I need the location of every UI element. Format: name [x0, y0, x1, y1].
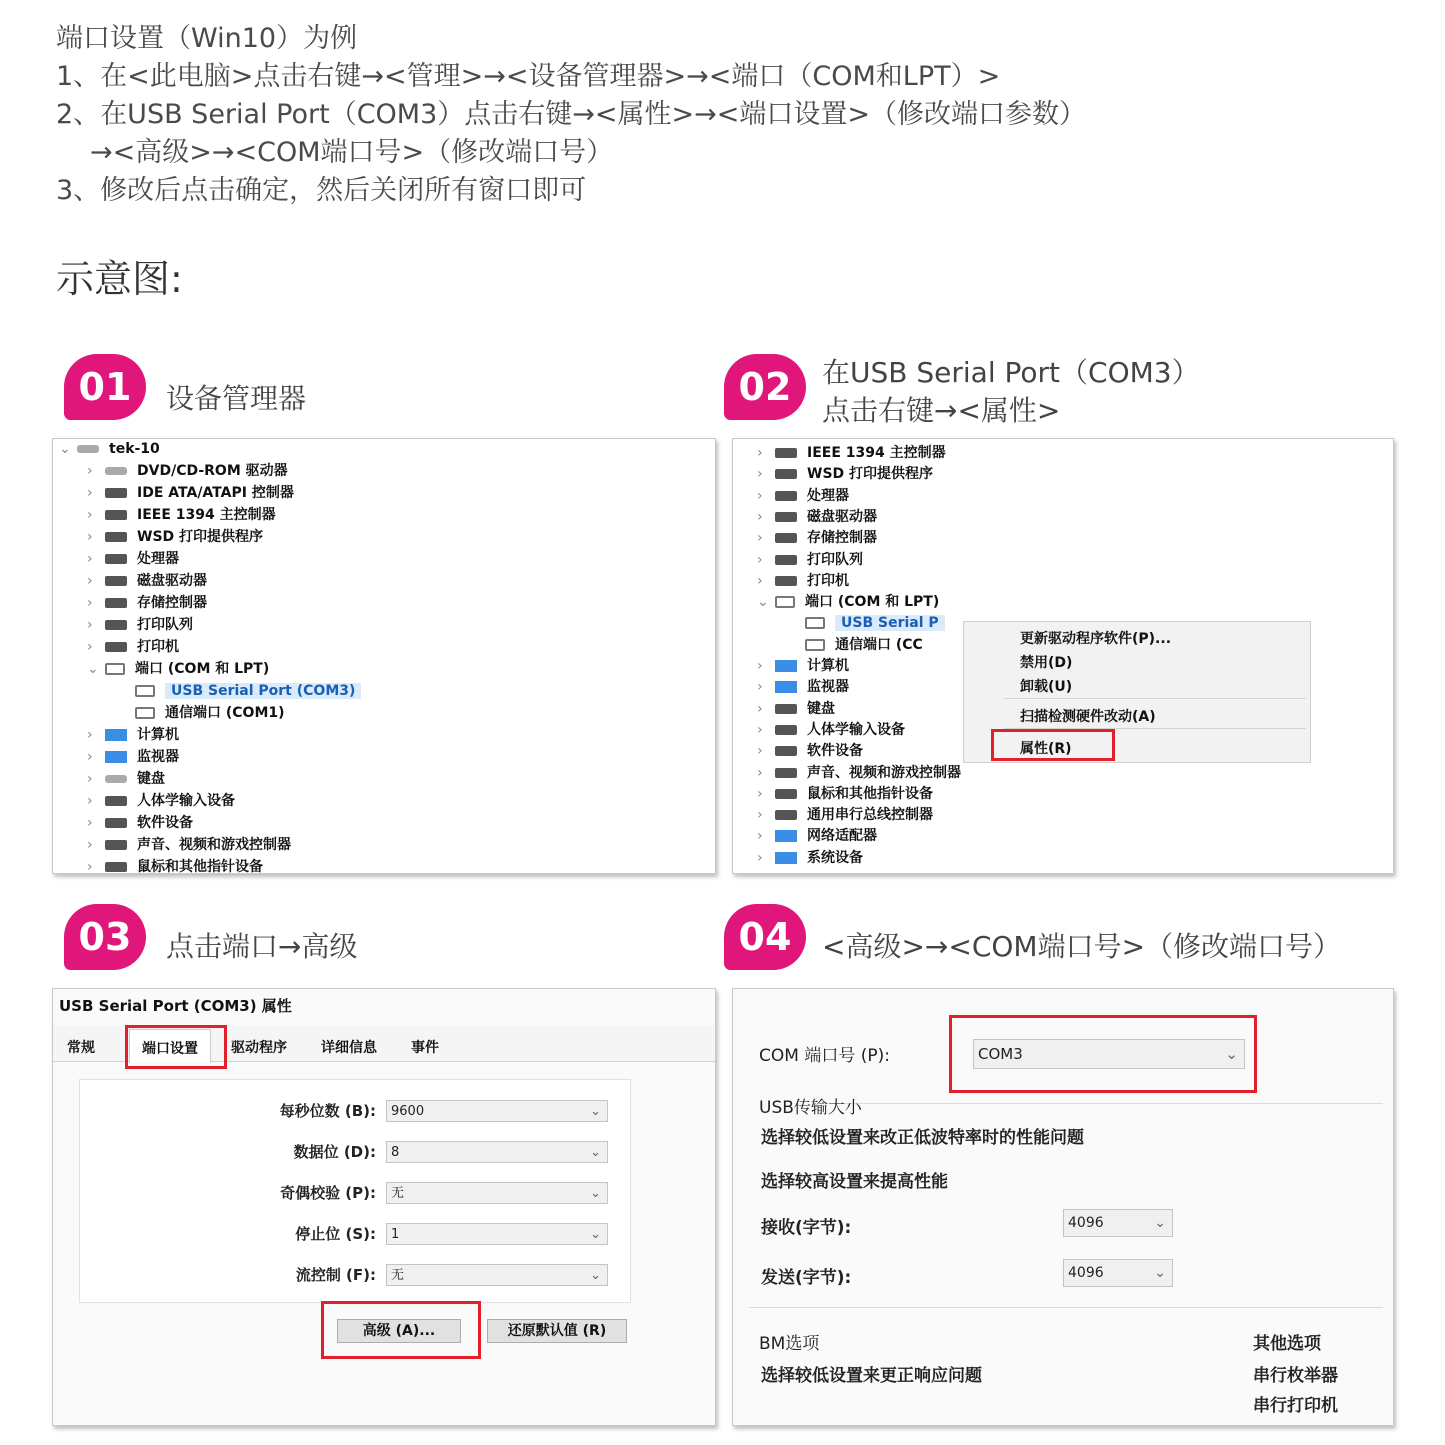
chevron-right-icon: › [757, 572, 763, 589]
tree-item[interactable] [757, 550, 863, 570]
device-icon [775, 852, 797, 864]
intro-line-5: 3、修改后点击确定，然后关闭所有窗口即可 [56, 175, 587, 206]
com-port-label: COM 端口号 (P): [759, 1046, 890, 1066]
menu-uninstall[interactable]: 卸载(U) [1020, 679, 1073, 695]
tree-item[interactable] [87, 857, 263, 874]
step-3-title: 点击端口→高级 [166, 930, 358, 963]
tree-item-label: 计算机 [137, 727, 179, 743]
chevron-down-icon: ⌄ [590, 1145, 601, 1160]
tree-item[interactable] [787, 635, 923, 655]
tree-item-label: 系统设备 [807, 849, 863, 866]
tree-item[interactable] [757, 741, 863, 761]
monitor-icon [105, 751, 127, 763]
tree-item[interactable] [117, 703, 285, 723]
chevron-right-icon: › [87, 859, 93, 874]
chevron-right-icon: › [87, 749, 93, 765]
sound-icon [105, 840, 127, 850]
tab-general[interactable]: 常规 [67, 1040, 95, 1056]
diagram-title: 示意图: [56, 257, 183, 301]
com-port-highlight [949, 1015, 1257, 1093]
device-icon [775, 576, 797, 586]
device-icon [775, 830, 797, 842]
tree-item[interactable] [87, 637, 179, 657]
tree-item-label: WSD 打印提供程序 [137, 529, 264, 545]
tree-item-label: 人体学输入设备 [137, 793, 235, 809]
flow-label: 流控制 (F): [295, 1266, 376, 1284]
device-icon [775, 681, 797, 693]
field-row-baud [80, 1100, 376, 1122]
step-4-title: <高级>→<COM端口号>（修改端口号） [822, 930, 1342, 963]
chevron-right-icon: › [757, 764, 763, 781]
step-3-badge: 03 [64, 904, 146, 970]
databits-label: 数据位 (D): [293, 1143, 376, 1161]
serial-printer-option[interactable]: 串行打印机 [1253, 1396, 1338, 1416]
tab-port-settings[interactable]: 端口设置 [129, 1029, 211, 1063]
step-1-title: 设备管理器 [166, 382, 307, 415]
tree-item-label: 存储控制器 [807, 530, 877, 547]
tree-item-label: 声音、视频和游戏控制器 [137, 837, 291, 853]
port-icon [135, 707, 155, 719]
cpu-icon [105, 554, 127, 564]
tree-item[interactable] [757, 720, 905, 740]
device-icon [775, 596, 795, 608]
field-row-stopbits [80, 1223, 376, 1245]
tree-item-label: 鼠标和其他指针设备 [807, 785, 933, 802]
intro-line-4: →<高级>→<COM端口号>（修改端口号） [90, 137, 614, 168]
tree-item-label: 通信端口 (COM1) [165, 705, 285, 721]
tree-item[interactable] [87, 791, 235, 811]
send-value: 4096 [1068, 1265, 1104, 1281]
step-2-title-1: 在USB Serial Port（COM3） [822, 356, 1200, 389]
chevron-right-icon: › [87, 639, 93, 655]
tree-item[interactable] [757, 486, 849, 506]
tree-item[interactable] [757, 592, 939, 612]
tree-root[interactable] [59, 439, 160, 459]
tree-item-label: 打印机 [137, 639, 179, 655]
chevron-right-icon: › [87, 815, 93, 831]
flow-value: 无 [391, 1268, 405, 1283]
tree-item[interactable] [87, 725, 179, 745]
menu-update-driver[interactable]: 更新驱动程序软件(P)... [1020, 631, 1172, 647]
tree-item-label: 磁盘驱动器 [137, 573, 207, 589]
chevron-right-icon: › [87, 793, 93, 809]
databits-value: 8 [391, 1145, 400, 1160]
tree-item-label: 声音、视频和游戏控制器 [807, 764, 961, 781]
chevron-right-icon: › [757, 658, 763, 674]
step-1-badge: 01 [64, 354, 146, 420]
tree-item[interactable] [757, 507, 877, 527]
device-icon [775, 789, 797, 799]
advanced-button[interactable]: 高级 (A)... [337, 1319, 461, 1343]
chevron-right-icon: › [87, 771, 93, 787]
device-icon [775, 725, 797, 735]
step-4-badge: 04 [724, 904, 806, 970]
device-icon [775, 448, 797, 458]
menu-disable[interactable]: 禁用(D) [1020, 655, 1073, 671]
chevron-right-icon: › [757, 785, 763, 802]
usb-description-1: 选择较低设置来改正低波特率时的性能问题 [761, 1128, 1084, 1148]
field-row-databits [80, 1141, 376, 1163]
serial-enumerator-option[interactable]: 串行枚举器 [1253, 1366, 1338, 1386]
device-icon [775, 533, 797, 543]
tree-item-label: 打印队列 [807, 551, 863, 568]
chevron-right-icon: › [87, 595, 93, 611]
chevron-right-icon: › [87, 573, 93, 589]
computer-icon [77, 445, 99, 453]
intro-line-3: 2、在USB Serial Port（COM3）点击右键→<属性>→<端口设置>（修改端口参数） [56, 99, 1087, 130]
tree-item[interactable] [757, 677, 849, 697]
baud-value: 9600 [391, 1104, 425, 1119]
chevron-right-icon: › [757, 466, 763, 483]
device-icon [805, 639, 825, 651]
tree-item[interactable] [757, 763, 961, 783]
chevron-right-icon: › [87, 727, 93, 743]
com-port-value: COM3 [978, 1045, 1023, 1063]
parity-label: 奇偶校验 (P): [280, 1184, 376, 1202]
bm-section-title: BM选项 [759, 1334, 820, 1354]
chevron-right-icon: › [87, 463, 93, 479]
tree-item-label: 网络适配器 [807, 828, 877, 845]
disk-icon [105, 576, 127, 586]
tree-item-label: 通信端口 (CC [835, 636, 923, 653]
tree-item-label: 磁盘驱动器 [807, 508, 877, 525]
chevron-right-icon: › [757, 849, 763, 866]
section-divider [749, 1307, 1383, 1308]
chevron-right-icon: › [757, 721, 763, 738]
tree-item-label: 软件设备 [807, 743, 863, 760]
chevron-right-icon: › [757, 487, 763, 504]
send-label: 发送(字节): [761, 1268, 852, 1288]
tree-item[interactable] [87, 549, 179, 569]
chevron-right-icon: › [757, 551, 763, 568]
chevron-right-icon: › [87, 485, 93, 501]
chevron-right-icon: › [757, 700, 763, 717]
device-icon [775, 555, 797, 565]
menu-properties[interactable]: 属性(R) [1020, 741, 1072, 757]
tree-item[interactable] [87, 527, 263, 547]
tree-item[interactable] [87, 659, 269, 679]
tree-item[interactable] [757, 848, 863, 868]
chevron-right-icon: › [757, 508, 763, 525]
tree-item-label: 键盘 [137, 771, 165, 787]
usb-section-title: USB传输大小 [759, 1098, 862, 1118]
tree-item-label: WSD 打印提供程序 [807, 466, 934, 483]
device-icon [775, 810, 797, 820]
printer-icon [105, 642, 127, 652]
tree-item-label: 端口 (COM 和 LPT) [135, 661, 270, 677]
firewire-icon [105, 510, 127, 520]
tree-item-label: USB Serial P [835, 615, 945, 631]
device-icon [775, 491, 797, 501]
tree-item-label: 监视器 [807, 679, 849, 696]
tab-details[interactable]: 详细信息 [321, 1040, 377, 1056]
tree-item[interactable] [757, 699, 835, 719]
tree-item-label: 端口 (COM 和 LPT) [805, 594, 940, 611]
tree-item-label: 通用串行总线控制器 [807, 807, 933, 824]
tree-item[interactable] [87, 615, 193, 635]
tree-root-label: tek-10 [109, 441, 160, 457]
device-manager-panel [52, 438, 716, 874]
tree-item[interactable] [87, 505, 276, 525]
device-icon [805, 617, 825, 629]
step-2-title-2: 点击右键→<属性> [822, 394, 1061, 427]
other-section-title: 其他选项 [1253, 1334, 1321, 1354]
receive-value: 4096 [1068, 1215, 1104, 1231]
tree-item[interactable] [757, 443, 946, 463]
parity-select[interactable] [386, 1182, 608, 1204]
chevron-down-icon: ⌄ [590, 1186, 601, 1201]
chevron-right-icon: › [757, 445, 763, 461]
tree-item[interactable] [757, 805, 933, 825]
device-icon [775, 660, 797, 672]
tree-item[interactable] [87, 769, 165, 789]
tree-item-label: 处理器 [807, 487, 849, 504]
tree-item-label: 打印机 [807, 572, 849, 589]
chevron-right-icon: › [87, 551, 93, 567]
chevron-down-icon: ⌄ [590, 1268, 601, 1283]
send-select[interactable] [1063, 1259, 1173, 1287]
port-settings-form [79, 1079, 631, 1303]
port-icon [135, 685, 155, 697]
tree-item-label: 软件设备 [137, 815, 193, 831]
tree-item[interactable] [757, 826, 877, 846]
tree-item[interactable] [87, 593, 207, 613]
keyboard-icon [105, 775, 127, 783]
disc-icon [105, 467, 127, 475]
tree-item-label: 键盘 [807, 700, 835, 717]
chevron-right-icon: › [757, 679, 763, 696]
port-icon [105, 663, 125, 675]
intro-line-1: 端口设置（Win10）为例 [56, 23, 358, 54]
device-icon [775, 469, 797, 479]
tree-item[interactable] [787, 613, 945, 633]
tree-item[interactable] [87, 835, 291, 855]
stopbits-label: 停止位 (S): [295, 1225, 376, 1243]
section-divider [833, 1103, 1383, 1104]
stopbits-select[interactable] [386, 1223, 608, 1245]
advanced-settings-dialog [732, 988, 1394, 1426]
tab-driver[interactable]: 驱动程序 [231, 1040, 287, 1056]
chevron-right-icon: › [87, 529, 93, 545]
device-icon [775, 746, 797, 756]
receive-select[interactable] [1063, 1209, 1173, 1237]
tree-item[interactable] [757, 464, 933, 484]
printer-icon [105, 532, 127, 542]
tree-item-label: IEEE 1394 主控制器 [807, 445, 946, 461]
chevron-down-icon: ⌄ [1154, 1265, 1166, 1281]
tree-item-label: 存储控制器 [137, 595, 207, 611]
tree-item-label: 处理器 [137, 551, 179, 567]
printer-icon [105, 620, 127, 630]
step-2-badge: 02 [724, 354, 806, 420]
menu-separator [1004, 698, 1306, 699]
databits-select[interactable] [386, 1141, 608, 1163]
chevron-down-icon: ⌄ [1225, 1045, 1238, 1063]
advanced-button-highlight [321, 1301, 481, 1359]
device-icon [775, 512, 797, 522]
chevron-down-icon: ⌄ [59, 441, 71, 457]
tree-item[interactable] [87, 813, 193, 833]
software-icon [105, 818, 127, 828]
intro-line-2: 1、在<此电脑>点击右键→<管理>→<设备管理器>→<端口（COM和LPT）> [56, 61, 1001, 92]
baud-select[interactable] [386, 1100, 608, 1122]
chevron-right-icon: › [757, 530, 763, 547]
chevron-down-icon: ⌄ [590, 1227, 601, 1242]
field-row-flow [80, 1264, 376, 1286]
computer-icon [105, 729, 127, 741]
parity-value: 无 [391, 1186, 405, 1201]
tree-item-label: 打印队列 [137, 617, 193, 633]
field-row-parity [80, 1182, 376, 1204]
dialog-title: USB Serial Port (COM3) 属性 [59, 997, 292, 1015]
baud-label: 每秒位数 (B): [279, 1102, 376, 1120]
chevron-right-icon: › [87, 507, 93, 523]
tree-item-label: IEEE 1394 主控制器 [137, 507, 276, 523]
tree-item[interactable] [87, 571, 207, 591]
properties-highlight-box [991, 729, 1115, 761]
tree-item-label: DVD/CD-ROM 驱动器 [137, 463, 288, 479]
tree-item-label: 鼠标和其他指针设备 [137, 859, 263, 874]
tree-item-label: USB Serial Port (COM3) [165, 683, 361, 699]
tree-item-label: IDE ATA/ATAPI 控制器 [137, 485, 294, 501]
tree-item[interactable] [117, 681, 361, 701]
tree-item[interactable] [757, 571, 849, 591]
tree-item[interactable] [757, 784, 933, 804]
chevron-right-icon: › [87, 617, 93, 633]
chevron-down-icon: ⌄ [590, 1104, 601, 1119]
flow-select[interactable] [386, 1264, 608, 1286]
stopbits-value: 1 [391, 1227, 400, 1242]
menu-scan-hardware[interactable]: 扫描检测硬件改动(A) [1020, 709, 1156, 725]
device-icon [775, 768, 797, 778]
tab-events[interactable]: 事件 [411, 1040, 439, 1056]
usb-description-2: 选择较高设置来提高性能 [761, 1172, 948, 1192]
storage-icon [105, 598, 127, 608]
chevron-right-icon: › [757, 807, 763, 824]
tree-item[interactable] [87, 483, 294, 503]
port-settings-tab-highlight [125, 1025, 227, 1069]
tree-item-label: 人体学输入设备 [807, 721, 905, 738]
bm-description: 选择较低设置来更正响应问题 [761, 1366, 982, 1386]
chevron-down-icon: ⌄ [87, 661, 99, 677]
receive-label: 接收(字节): [761, 1218, 852, 1238]
context-menu-panel [732, 438, 1394, 874]
chevron-right-icon: › [87, 837, 93, 853]
tree-item-label: 计算机 [807, 658, 849, 674]
tree-item[interactable] [757, 528, 877, 548]
hid-icon [105, 796, 127, 806]
port-settings-dialog [52, 988, 716, 1426]
ide-icon [105, 488, 127, 498]
device-icon [775, 704, 797, 714]
chevron-right-icon: › [757, 743, 763, 760]
mouse-icon [105, 862, 127, 872]
tree-item[interactable] [87, 461, 288, 481]
chevron-right-icon: › [757, 828, 763, 845]
intro-text [56, 20, 1086, 210]
restore-defaults-button[interactable]: 还原默认值 (R) [487, 1319, 627, 1343]
chevron-down-icon: ⌄ [1154, 1215, 1166, 1231]
tree-item[interactable] [87, 747, 179, 767]
tree-item-label: 监视器 [137, 749, 179, 765]
tree-item[interactable] [757, 656, 849, 676]
chevron-down-icon: ⌄ [757, 594, 769, 611]
